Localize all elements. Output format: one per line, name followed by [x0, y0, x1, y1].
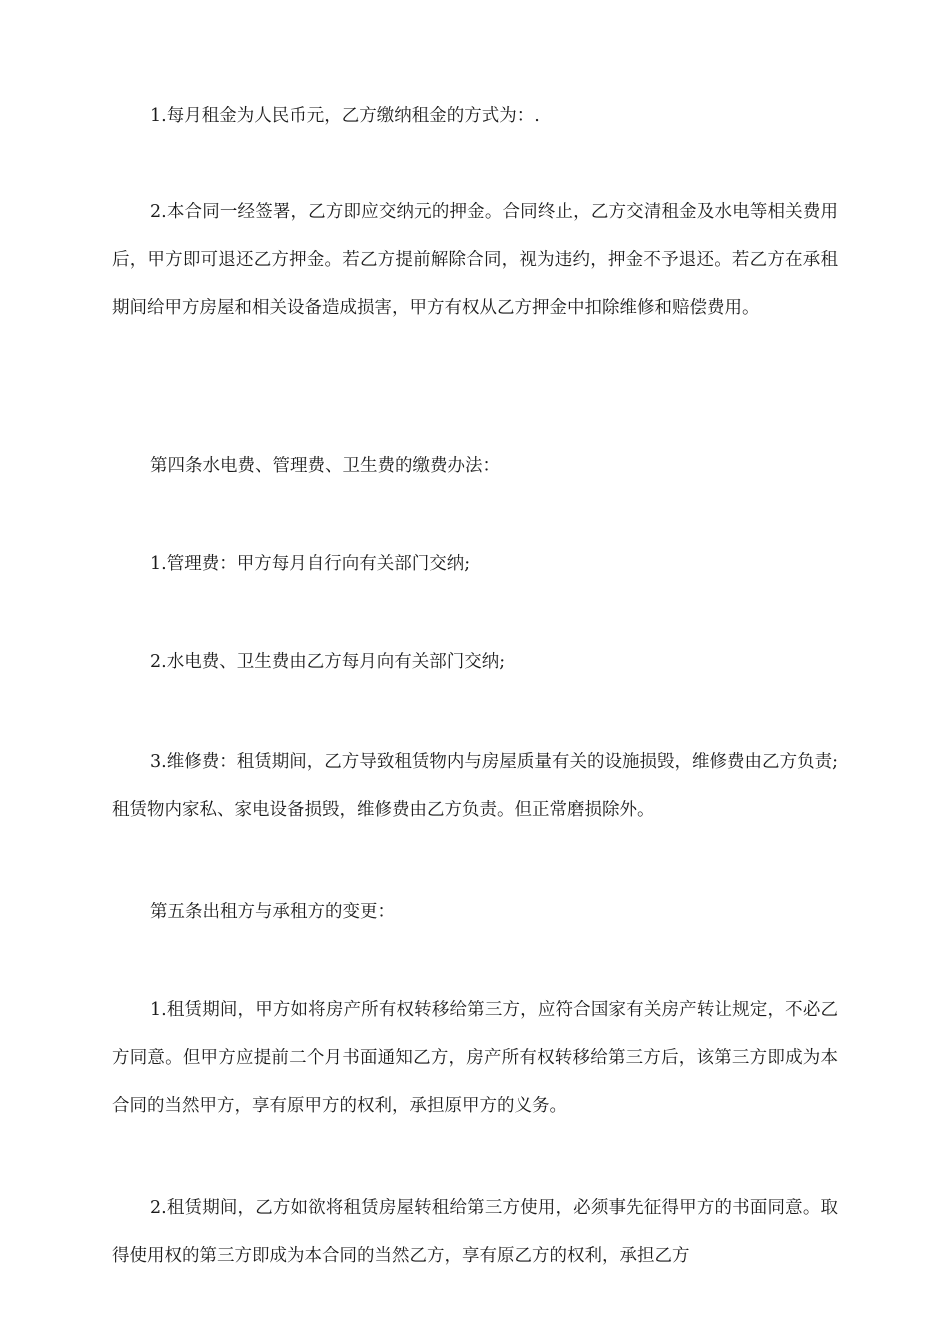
paragraph-rent-payment: 1.每月租金为人民币元，乙方缴纳租金的方式为：. [150, 106, 540, 126]
heading-article-five: 第五条出租方与承租方的变更： [150, 902, 395, 922]
paragraph-ownership-transfer: 1.租赁期间，甲方如将房产所有权转移给第三方，应符合国家有关房产转让规定，不必乙方同意。但甲方应提前二个月书面通知乙方，房产所有权转移给第三方后，该第三方即成为本合同的当然甲方，享有原甲方的权利，承担原甲方的义务。 [112, 1000, 838, 1116]
paragraph-deposit: 2.本合同一经签署，乙方即应交纳元的押金。合同终止，乙方交清租金及水电等相关费用后，甲方即可退还乙方押金。若乙方提前解除合同，视为违约，押金不予退还。若乙方在承租期间给甲方房屋和相关设备造成损害，甲方有权从乙方押金中扣除维修和赔偿费用。 [112, 202, 838, 318]
paragraph-utility-fee: 2.水电费、卫生费由乙方每月向有关部门交纳; [150, 652, 506, 672]
heading-article-four: 第四条水电费、管理费、卫生费的缴费办法： [150, 456, 500, 476]
paragraph-management-fee: 1.管理费：甲方每月自行向有关部门交纳; [150, 554, 471, 574]
paragraph-repair-fee: 3.维修费：租赁期间，乙方导致租赁物内与房屋质量有关的设施损毁，维修费由乙方负责;租赁物内家私、家电设备损毁，维修费由乙方负责。但正常磨损除外。 [112, 752, 838, 820]
paragraph-sublease: 2.租赁期间，乙方如欲将租赁房屋转租给第三方使用，必须事先征得甲方的书面同意。取得使用权的第三方即成为本合同的当然乙方，享有原乙方的权利，承担乙方 [112, 1198, 838, 1266]
